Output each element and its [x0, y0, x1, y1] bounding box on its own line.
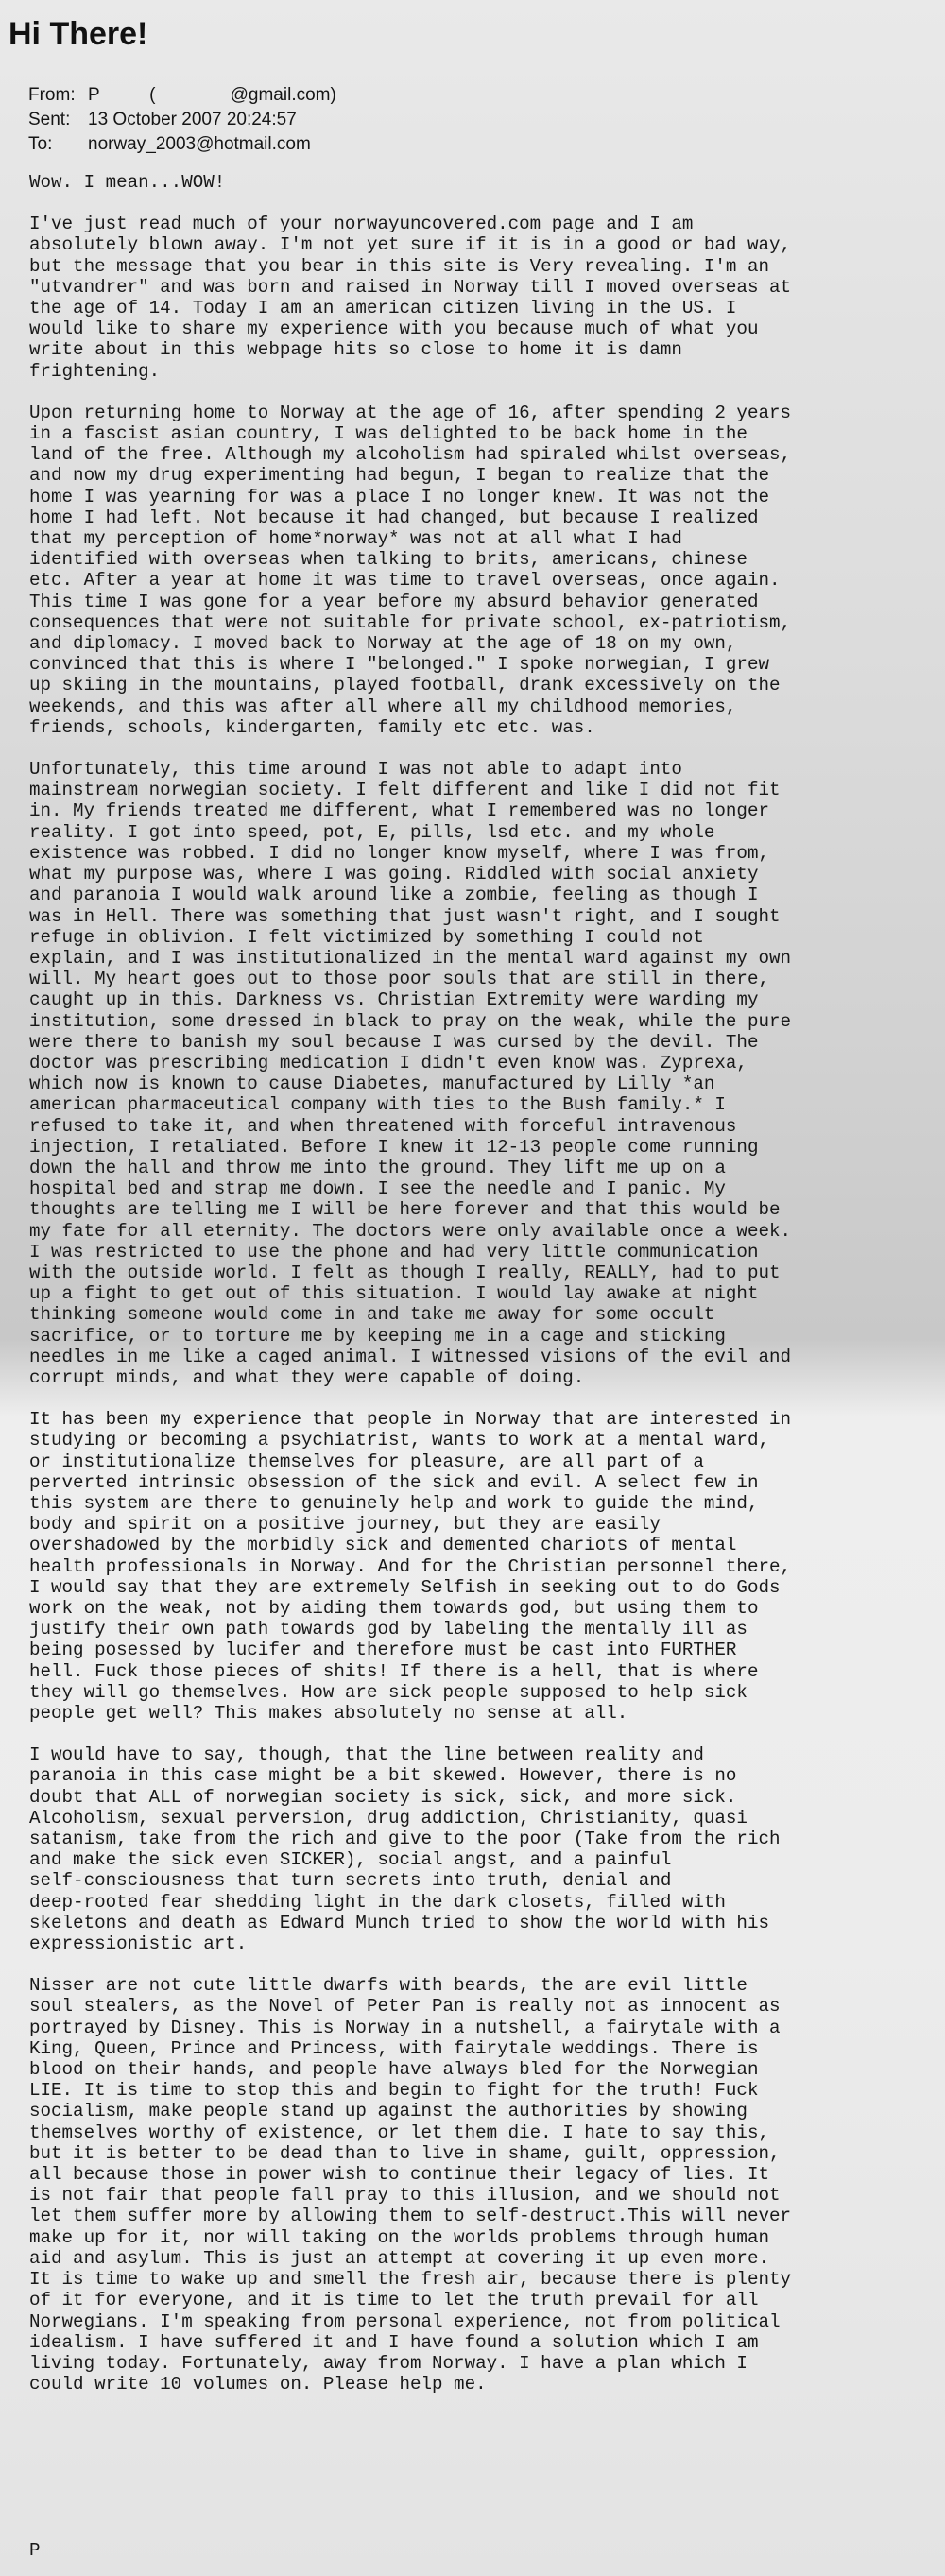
sent-row	[28, 108, 336, 132]
sent-value: 13 October 2007 20:24:57	[88, 110, 297, 129]
paragraph-5: I would have to say, though, that the line between reality and paranoia in this case might be a bit skewed. However, there is no doubt that ALL of norwegian society is sick, sick, and more sick. Alcoholism, sexual perversion, drug addiction, Christianity, quasi satanism, take from the rich and give to the poor (Take from the rich and make the sick even SICKER), social angst, and a painful self-consciousness that turn secrets into truth, denial and deep-rooted fear shedding light in the dark closets, filled with skeletons and death as Edward Munch tried to show the world with his expressionistic art.	[29, 1744, 781, 1955]
page-title: Hi There!	[9, 16, 148, 52]
paragraph-3: Unfortunately, this time around I was not able to adapt into mainstream norwegian society. I felt different and like I did not fit in. My friends treated me different, what I remembered was no longer reality. I got into speed, pot, E, pills, lsd etc. and my whole existence was robbed. I did no longer know myself, where I was from, what my purpose was, where I was going. Riddled with social anxiety and paranoia I would walk around like a zombie, feeling as though I was in Hell. There was something that just wasn't right, and I sought refuge in oblivion. I felt victimized by something I could not explain, and I was institutionalized in the mental ward against my own will. My heart goes out to those poor souls that are still in there, caught up in this. Darkness vs. Christian Extremity were warding my institution, some dressed in black to pray on the weak, while the pure were there to banish my soul because I was cursed by the devil. The doctor was prescribing medication I didn't even know was. Zyprexa, which now is known to cause Diabetes, manufactured by Lilly *an american pharmaceutical company with ties to the Bush family.* I refused to take it, and when threatened with forceful intravenous injection, I retaliated. Before I knew it 12-13 people come running down the hall and throw me into the ground. They lift me up on a hospital bed and strap me down. I see the needle and I panic. My thoughts are telling me I will be here forever and that this would be my fate for all eternity. The doctors were only available once a week. I was restricted to use the phone and had very little communication with the outside world. I felt as though I really, REALLY, had to put up a fight to get out of this situation. I would lay awake at night thinking someone would come in and take me away for some occult sacrifice, or to torture me by keeping me in a cage and sticking needles in me like a caged animal. I witnessed visions of the evil and corrupt minds, and what they were capable of doing.	[29, 759, 792, 1388]
sent-label: Sent:	[28, 110, 71, 129]
greeting: Wow. I mean...WOW!	[29, 172, 226, 193]
email-header	[28, 83, 336, 157]
paragraph-2: Upon returning home to Norway at the age of 16, after spending 2 years in a fascist asian country, I was delighted to be back home in the land of the free. Although my alcoholism had spiraled whilst overseas, and now my drug experimenting had begun, I began to realize that the home I was yearning for was a place I no longer knew. It was not the home I had left. Not because it had changed, but because I realized that my perception of home*norway* was not at all what I had identified with overseas when talking to brits, americans, chinese etc. After a year at home it was time to travel overseas, once again. This time I was gone for a year before my absurd behavior generated consequences that were not suitable for private school, ex-patriotism, and diplomacy. I moved back to Norway at the age of 18 on my own, convinced that this is where I "belonged." I spoke norwegian, I grew up skiing in the mountains, played football, drank excessively on the weekends, and this was after all where all my childhood memories, friends, schools, kindergarten, family etc etc. was.	[29, 402, 792, 738]
paragraph-6: Nisser are not cute little dwarfs with beards, the are evil little soul stealers, as the Novel of Peter Pan is really not as innocent as portrayed by Disney. This is Norway in a nutshell, a fairytale with a King, Queen, Prince and Princess, with fairytale weddings. There is blood on their hands, and people have always bled for the Norwegian LIE. It is time to stop this and begin to fight for the truth! Fuck socialism, make people stand up against the authorities by showing themselves worthy of existence, or let them die. I hate to say this, but it is better to be dead than to live in shame, guilt, oppression, all because those in power wish to continue their legacy of lies. It is not fair that people fall pray to this illusion, and we should not let them suffer more by allowing them to self-destruct.This will never make up for it, nor will taking on the worlds problems through human aid and asylum. This is just an attempt at covering it up even more. It is time to wake up and smell the fresh air, because there is plenty of it for everyone, and it is time to let the truth prevail for all Norwegians. I'm speaking from personal experience, not from political idealism. I have suffered it and I have found a solution which I am living today. Fortunately, away from Norway. I have a plan which I could write 10 volumes on. Please help me.	[29, 1975, 792, 2396]
signature: P	[29, 2540, 41, 2561]
from-value: P ( @gmail.com)	[88, 85, 336, 105]
to-row	[28, 132, 336, 157]
paragraph-1: I've just read much of your norwayuncovered.com page and I am absolutely blown away. I'm not yet sure if it is in a good or bad way, but the message that you bear in this site is Very revealing. I'm an "utvandrer" and was born and raised in Norway till I moved overseas at the age of 14. Today I am an american citizen living in the US. I would like to share my experience with you because much of what you write about in this webpage hits so close to home it is damn frightening.	[29, 214, 792, 382]
from-label: From:	[28, 85, 76, 105]
email-body	[29, 172, 936, 2415]
to-value: norway_2003@hotmail.com	[88, 134, 311, 154]
to-label: To:	[28, 134, 53, 154]
paragraph-4: It has been my experience that people in Norway that are interested in studying or becoming a psychiatrist, wants to work at a mental ward, or institutionalize themselves for pleasure, are all part of a perverted intrinsic obsession of the sick and evil. A select few in this system are there to genuinely help and work to guide the mind, body and spirit on a positive journey, but they are easily overshadowed by the morbidly sick and demented chariots of mental health professionals in Norway. And for the Christian personnel there, I would say that they are extremely Selfish in seeking out to do Gods work on the weak, not by aiding them towards god, but using them to justify their own path towards god by labeling the mentally ill as being posessed by lucifer and therefore must be cast into FURTHER hell. Fuck those pieces of shits! If there is a hell, that is where they will go themselves. How are sick people supposed to help sick people get well? This makes absolutely no sense at all.	[29, 1409, 792, 1725]
from-row	[28, 83, 336, 108]
